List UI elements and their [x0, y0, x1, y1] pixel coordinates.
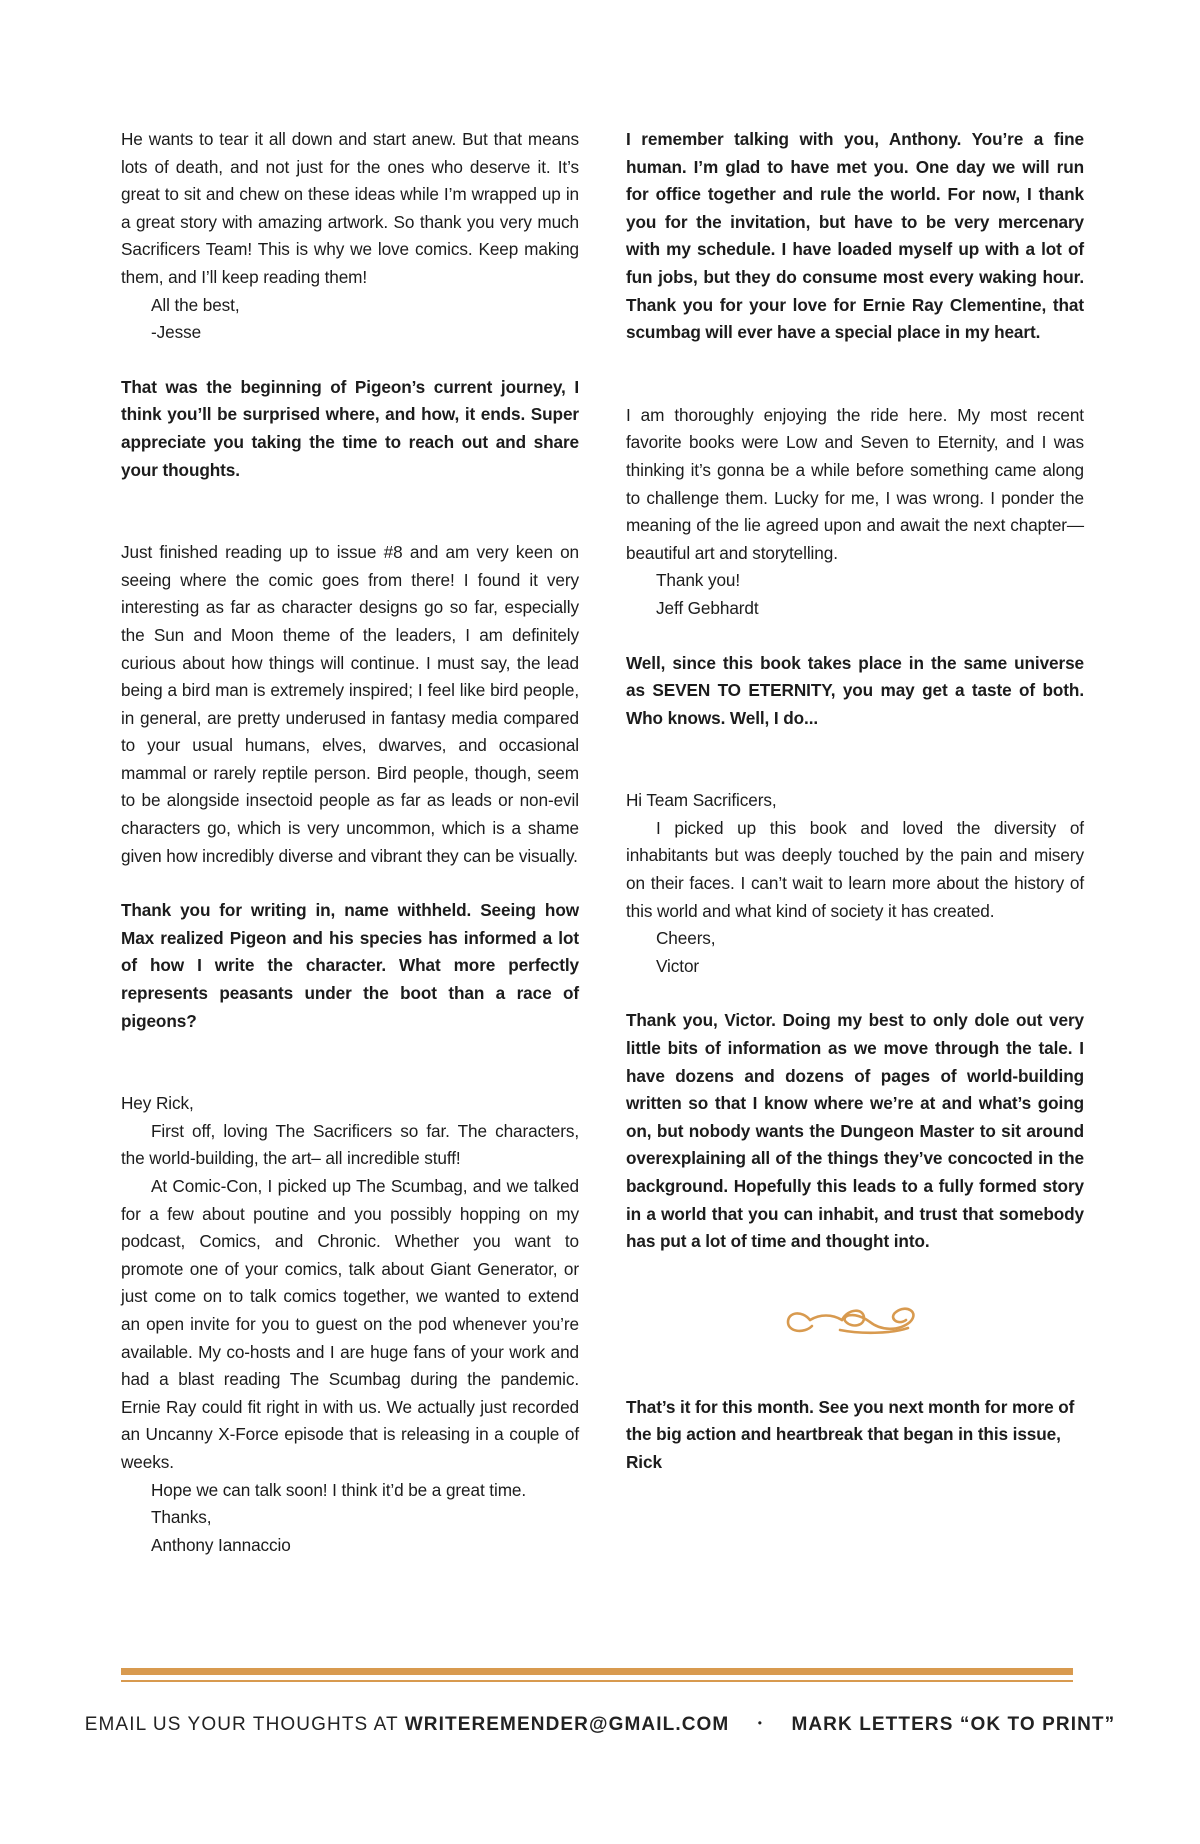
- flourish-ornament-icon: [780, 1300, 930, 1340]
- footer-instruction: MARK LETTERS “OK TO PRINT”: [791, 1714, 1116, 1735]
- reply-text: That was the beginning of Pigeon’s current journey, I think you’ll be surprised where, and how, it ends. Super appreciate you taking the time to reach out and share your thoughts.: [121, 376, 579, 480]
- footer: [0, 1714, 1200, 1736]
- letter-jesse: [121, 126, 579, 347]
- letter-signature: Victor: [656, 955, 700, 976]
- left-column: [121, 126, 579, 1559]
- footer-separator: •: [757, 1716, 764, 1730]
- reply-anthony: [626, 126, 1084, 347]
- letter-body: Just finished reading up to issue #8 and am very keen on seeing where the comic goes from there! I found it very interesting as far as character designs go so far, especially the Sun and Moon theme of the leaders, I am definitely curious about how things will continue. I must say, the lead being a bird man is extremely inspired; I feel like bird people, in general, are pretty underused in fantasy media compared to your usual humans, elves, dwarves, and occasional mammal or rarely reptile person. Bird people, though, seem to be alongside insectoid people as far as leads or non-evil characters go, which is very uncommon, which is a shame given how incredibly diverse and vibrant they can be visually.: [121, 542, 579, 866]
- reply-text: Thank you, Victor. Doing my best to only dole out very little bits of information as we move through the tale. I have dozens and dozens of pages of world-building written so that I know where we’re at and what’s going on, but nobody wants the Dungeon Master to sit around overexplaining all of the things they’ve concocted in the background. Hopefully this leads to a fully formed story in a world that you can inhabit, and trust that somebody has put a lot of time and thought into.: [626, 1010, 1084, 1252]
- letter-paragraph: Hope we can talk soon! I think it’d be a great time.: [151, 1479, 527, 1500]
- footer-rule-thick: [121, 1668, 1073, 1675]
- right-column: [626, 126, 1084, 1477]
- letter-body: I am thoroughly enjoying the ride here. My most recent favorite books were Low and Seven to Eternity, and I was thinking it’s gonna be a while before something came along to challenge them. Lucky for me, I was wrong. I ponder the meaning of the lie agreed upon and await the next chapter—beautiful art and storytelling.: [626, 404, 1084, 563]
- letter-closing: Thank you!: [656, 570, 741, 591]
- letter-anonymous: [121, 539, 579, 870]
- letter-victor: [626, 787, 1084, 980]
- outro-text: That’s it for this month. See you next month for more of the big action and heartbreak that began in this issue,: [626, 1396, 1075, 1445]
- letter-closing: Cheers,: [656, 928, 716, 949]
- letter-body: He wants to tear it all down and start anew. But that means lots of death, and not just for the ones who deserve it. It’s great to sit and chew on these ideas while I’m wrapped up in a great story with amazing artwork. So thank you very much Sacrificers Team! This is why we love comics. Keep making them, and I’ll keep reading them!: [121, 129, 579, 287]
- letter-body: I picked up this book and loved the diversity of inhabitants but was deeply touched by the pain and misery on their faces. I can’t wait to learn more about the history of this world and what kind of society it has created.: [626, 817, 1084, 921]
- reply-anonymous: [121, 897, 579, 1035]
- footer-email-prefix: EMAIL US YOUR THOUGHTS AT: [84, 1714, 399, 1735]
- letter-closing: Thanks,: [151, 1507, 212, 1528]
- reply-text: I remember talking with you, Anthony. You’re a fine human. I’m glad to have met you. One day we will run for office together and rule the world. For now, I thank you for the invitation, but have to be very mercenary with my schedule. I have loaded myself up with a lot of fun jobs, but they do consume most every waking hour. Thank you for your love for Ernie Ray Clementine, that scumbag will ever have a special place in my heart.: [626, 129, 1084, 343]
- letter-paragraph: First off, loving The Sacrificers so far. The characters, the world-building, the art– all incredible stuff!: [121, 1120, 579, 1169]
- letter-paragraph: At Comic-Con, I picked up The Scumbag, and we talked for a few about poutine and you possibly hopping on my podcast, Comics, and Chronic. Whether you want to promote one of your comics, talk about Giant Generator, or just come on to talk comics together, we wanted to extend an open invite for you to guest on the pod whenever you’re available. My co-hosts and I are huge fans of your work and had a blast reading The Scumbag during the pandemic. Ernie Ray could fit right in with us. We actually just recorded an Uncanny X-Force episode that is releasing in a couple of weeks.: [121, 1176, 579, 1472]
- letter-greeting: Hi Team Sacrificers,: [626, 790, 777, 811]
- letter-signature: Anthony Iannaccio: [151, 1534, 291, 1555]
- reply-text: Well, since this book takes place in the same universe as SEVEN TO ETERNITY, you may get a taste of both. Who knows. Well, I do...: [626, 652, 1084, 728]
- letter-greeting: Hey Rick,: [121, 1093, 194, 1114]
- reply-text: Thank you for writing in, name withheld. Seeing how Max realized Pigeon and his species has informed a lot of how I write the character. What more perfectly represents peasants under the boot than a race of pigeons?: [121, 900, 579, 1031]
- reply-jeff: [626, 650, 1084, 733]
- footer-email-link[interactable]: WRITEREMENDER@GMAIL.COM: [404, 1714, 730, 1735]
- reply-jesse: [121, 374, 579, 484]
- letter-signature: Jeff Gebhardt: [656, 597, 759, 618]
- letter-anthony: [121, 1090, 579, 1559]
- letter-jeff: [626, 402, 1084, 623]
- outro-signature: Rick: [626, 1451, 662, 1472]
- letter-closing: All the best,: [151, 294, 240, 315]
- reply-victor: [626, 1007, 1084, 1255]
- footer-rule-thin: [121, 1680, 1073, 1682]
- letter-signature: -Jesse: [151, 322, 202, 343]
- outro: [626, 1394, 1084, 1477]
